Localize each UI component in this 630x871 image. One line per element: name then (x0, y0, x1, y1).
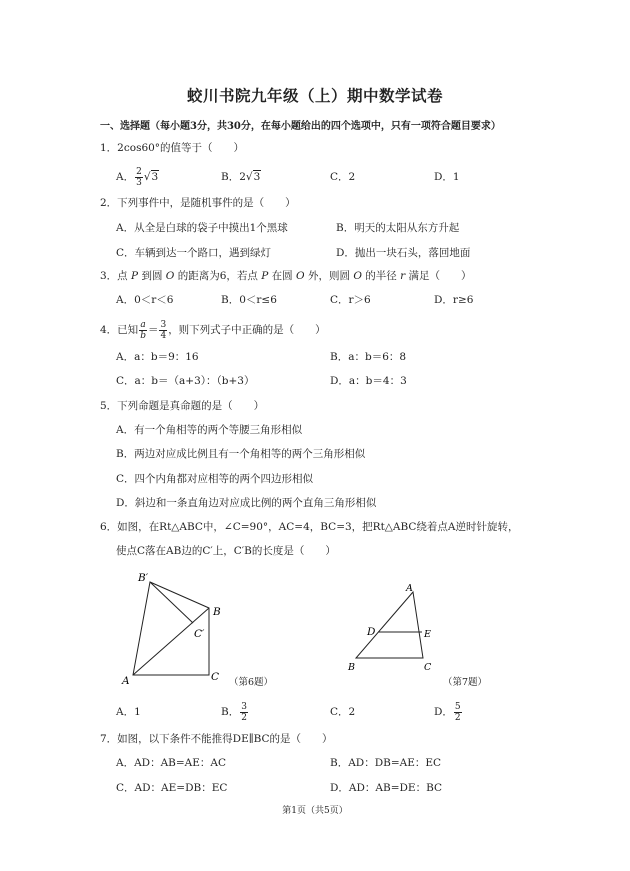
q3-text: 满足（ ） (405, 270, 472, 282)
page-title: 蛟川书院九年级（上）期中数学试卷 (186, 86, 443, 105)
q6-d-fraction (454, 702, 462, 723)
q3-text: 的距离为6，若点 (174, 270, 262, 282)
q7-option-d: D．AD：AB=DE：BC (330, 782, 443, 794)
q6-b-label: B． (221, 706, 240, 718)
q6-b-num: 3 (241, 701, 247, 712)
q4-text: ，则下列式子中正确的是（ ） (168, 324, 326, 336)
q5-stem: 5．下列命题是真命题的是（ ） (100, 400, 265, 412)
fig7-triangle (356, 592, 423, 658)
fig6-label-bprime: B′ (138, 572, 149, 584)
q4-option-c: C．a：b＝（a+3）：（b+3） (116, 375, 255, 387)
q1-a-radicand: 3 (151, 171, 159, 183)
q1-a-num: 2 (136, 166, 142, 177)
q3-var: O (353, 270, 362, 282)
q7-option-a: A．AD：AB=AE：AC (116, 757, 227, 769)
q2-option-b: B．明天的太阳从东方升起 (336, 222, 460, 234)
q5-option-b: B．两边对应成比例且有一个角相等的两个三角形相似 (116, 448, 366, 460)
q6-option-d (434, 700, 463, 724)
q4-den: b (140, 330, 146, 341)
q6-d-num: 5 (454, 701, 461, 712)
q3-option-b: B．0＜r≤6 (221, 294, 277, 306)
q4-option-a: A．a：b＝9：16 (116, 351, 199, 363)
q3-var: P (261, 270, 269, 282)
q3-text: 的半径 (361, 270, 401, 282)
fig7-label-d: D (367, 626, 376, 638)
q7-option-c: C．AD：AE=DB：EC (116, 782, 228, 794)
fig6-label-cprime: C′ (194, 628, 205, 640)
q7-option-b: B．AD：DB=AE：EC (330, 757, 442, 769)
q2-option-a: A．从全是白球的袋子中摸出1个黑球 (116, 222, 288, 234)
page-footer: 第1页（共5页） (282, 806, 348, 816)
q3-option-c: C．r＞6 (330, 294, 371, 306)
q4-text: 4．已知 (100, 324, 139, 336)
fig7-label-c: C (424, 662, 432, 673)
q3-text: 外，则圆 (304, 270, 354, 282)
q1-a-den: 3 (136, 177, 142, 188)
q3-option-a: A．0＜r＜6 (116, 294, 174, 306)
q4-option-b: B．a：b＝6：8 (330, 351, 407, 363)
q6-d-label: D． (434, 706, 453, 718)
q6-option-a: A．1 (116, 706, 141, 718)
q2-option-c: C．车辆到达一个路口，遇到绿灯 (116, 247, 272, 259)
q1-option-d: D．1 (434, 171, 460, 183)
q3-text: 在圆 (268, 270, 297, 282)
q4-num: a (140, 319, 146, 330)
fig6-label-b: B (213, 606, 221, 618)
q4-option-d: D．a：b＝4：3 (330, 375, 407, 387)
q5-option-c: C．四个内角都对应相等的两个四边形相似 (116, 473, 314, 485)
fig7-label-a: A (406, 583, 413, 594)
fig6-segment-ab (133, 608, 209, 675)
q6-option-c: C．2 (330, 706, 356, 718)
q1-stem: 1．2cos60°的值等于（ ） (100, 142, 245, 154)
q3-text: 3．点 (100, 270, 132, 282)
fig7-caption: （第7题） (443, 677, 488, 688)
q4-num: 3 (160, 319, 167, 330)
q3-var: O (296, 270, 305, 282)
section-heading: 一、选择题（每小题3分，共30分，在每小题给出的四个选项中，只有一项符合题目要求） (100, 121, 501, 132)
fig6-label-c: C (211, 671, 220, 683)
fig7-label-e: E (424, 629, 431, 640)
q6-b-den: 2 (241, 712, 247, 723)
q2-option-d: D．抛出一块石头，落回地面 (336, 247, 471, 259)
q1-b-radicand: 3 (253, 171, 261, 183)
q6-option-b (221, 700, 249, 724)
q1-b-label: B．2 (221, 171, 246, 183)
q3-var: O (165, 270, 175, 282)
q6-stem-line1: 6．如图，在Rt△ABC中，∠C=90°，AC=4，BC=3，把Rt△ABC绕着点A逆时针旋转， (100, 521, 519, 533)
q1-option-c: C．2 (330, 171, 356, 183)
fig6-caption: （第6题） (229, 677, 274, 688)
q3-text: 到圆 (138, 270, 166, 282)
fig6-segment-bprime-cprime (150, 582, 193, 623)
q4-den: 4 (160, 330, 167, 341)
fig7-label-b: B (348, 662, 355, 673)
q6-b-fraction (240, 702, 248, 723)
q5-option-a: A．有一个角相等的两个等腰三角形相似 (116, 424, 303, 436)
q6-stem-line2: 使点C落在AB边的C′上，C′B的长度是（ ） (116, 545, 336, 557)
q7-stem: 7．如图，以下条件不能推得DE∥BC的是（ ） (100, 733, 333, 745)
q1-option-b: B．2√3 (221, 171, 261, 183)
q1-option-a: A． $\frac{2}{3}$ √3 (116, 166, 159, 188)
q3-var: P (131, 270, 139, 282)
q5-option-d: D．斜边和一条直角边对应成比例的两个直角三角形相似 (116, 497, 377, 509)
fig6-label-a: A (122, 675, 130, 687)
q4-eq: ＝ (147, 324, 159, 336)
q2-stem: 2．下列事件中，是随机事件的是（ ） (100, 197, 296, 209)
q3-option-d: D．r≥6 (434, 294, 474, 306)
q1-a-label: A． (116, 171, 135, 183)
q6-d-den: 2 (454, 712, 461, 723)
q3-var: r (400, 270, 406, 282)
